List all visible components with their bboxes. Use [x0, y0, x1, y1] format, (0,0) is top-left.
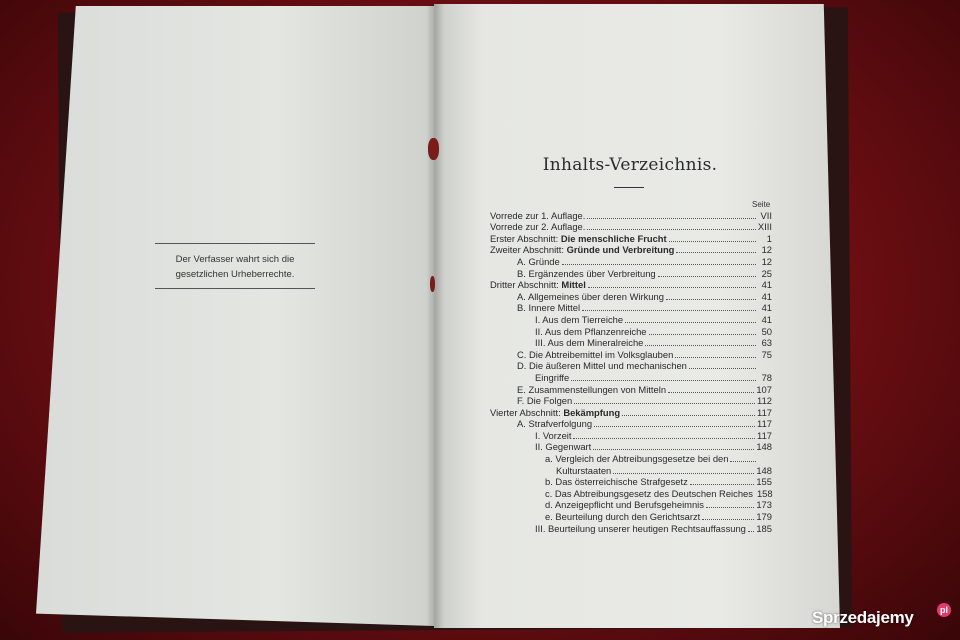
toc-entry — [490, 232, 772, 244]
toc-entry — [490, 337, 772, 349]
toc-leader-dots — [702, 519, 754, 520]
toc-leader-dots — [562, 264, 756, 265]
toc-entry-label: B. Ergänzendes über Verbreitung — [517, 267, 656, 279]
toc-page-number: 12 — [761, 244, 772, 256]
toc-entry-text — [535, 523, 746, 534]
toc-entry-text — [517, 256, 560, 267]
toc-page-number: 155 — [756, 476, 772, 488]
table-of-contents — [490, 209, 772, 534]
toc-entry — [490, 290, 772, 302]
toc-leader-dots — [690, 484, 755, 485]
toc-entry-label: Eingriffe — [535, 371, 570, 383]
toc-entry-text — [490, 221, 585, 232]
toc-entry — [490, 487, 772, 499]
toc-page-number: 148 — [756, 464, 772, 476]
toc-entry-label: F. Die Folgen — [517, 395, 573, 407]
toc-entry-label: d. Anzeigepflicht und Berufsgeheimnis — [545, 499, 704, 511]
toc-entry-text — [556, 465, 611, 476]
toc-leader-dots — [593, 449, 754, 450]
toc-entry-text — [490, 279, 586, 290]
toc-entry-label: II. Gegenwart — [535, 441, 592, 453]
toc-page-number: 41 — [761, 290, 772, 302]
toc-entry — [490, 279, 772, 291]
toc-entry-text — [545, 488, 753, 499]
toc-entry-text — [535, 441, 591, 452]
toc-entry-label: C. Die Abtreibemittel im Volksglauben — [517, 348, 674, 360]
toc-entry — [490, 464, 772, 476]
toc-entry-bold-label: Mittel — [561, 279, 586, 291]
toc-page-number: 1 — [766, 232, 772, 244]
toc-entry-label: b. Das österreichische Strafgesetz — [545, 476, 688, 488]
toc-entry-text — [517, 360, 687, 371]
toc-entry — [490, 325, 772, 337]
toc-leader-dots — [622, 415, 755, 416]
red-stain-mark-small — [430, 276, 435, 292]
toc-leader-dots — [658, 276, 756, 277]
toc-entry-label: I. Aus dem Tierreiche — [535, 313, 624, 325]
toc-entry — [490, 348, 772, 360]
toc-entry-label: III. Beurteilung unserer heutigen Rechtsauffassung — [535, 522, 746, 534]
toc-entry-text — [545, 499, 704, 510]
toc-entry — [490, 499, 772, 511]
toc-page-number: 107 — [756, 383, 772, 395]
toc-page-number: 41 — [761, 313, 772, 325]
toc-page-number: 78 — [761, 371, 772, 383]
toc-entry-text — [535, 372, 569, 383]
toc-leader-dots — [574, 403, 755, 404]
toc-entry-text — [517, 384, 666, 395]
toc-page-number: 173 — [756, 499, 772, 511]
toc-leader-dots — [625, 322, 756, 323]
toc-leader-dots — [582, 310, 756, 311]
toc-page-number: 75 — [761, 348, 772, 360]
toc-entry-label: III. Aus dem Mineralreiche — [535, 337, 644, 349]
toc-entry-text — [517, 268, 656, 279]
toc-page-number: 117 — [757, 406, 772, 418]
toc-entry-text — [517, 349, 673, 360]
copyright-notice — [155, 243, 315, 289]
toc-leader-dots — [668, 392, 754, 393]
toc-leader-dots — [730, 461, 756, 462]
toc-entry-label: Vierter Abschnitt: — [490, 406, 564, 418]
watermark-logo: Sprzedajemy — [812, 608, 914, 627]
toc-entry — [490, 267, 772, 279]
toc-entry — [490, 244, 772, 256]
watermark-badge: pl — [937, 603, 951, 617]
toc-entry-label: Vorrede zur 2. Auflage. — [490, 221, 586, 233]
toc-entry-text — [490, 210, 585, 221]
red-stain-mark — [428, 138, 439, 160]
toc-leader-dots — [689, 368, 756, 369]
toc-leader-dots — [669, 241, 756, 242]
toc-page-number: 63 — [761, 337, 772, 349]
toc-entry-label: Kulturstaaten — [556, 464, 612, 476]
toc-page-number: 117 — [757, 429, 772, 441]
toc-entry-text — [535, 430, 571, 441]
toc-title: Inhalts-Verzeichnis. — [542, 155, 718, 175]
toc-page-number: 148 — [756, 441, 772, 453]
toc-leader-dots — [613, 473, 754, 474]
toc-page-number: 185 — [756, 522, 772, 534]
toc-entry — [490, 221, 772, 233]
toc-entry-label: e. Beurteilung durch den Gerichtsarzt — [545, 511, 701, 523]
toc-entry-label: Zweiter Abschnitt: — [490, 244, 567, 256]
toc-entry-text — [517, 395, 572, 406]
toc-page-number: 179 — [756, 511, 772, 523]
toc-entry-label: Dritter Abschnitt: — [490, 279, 562, 291]
book-spine — [426, 4, 444, 628]
toc-page-number: 158 — [756, 487, 773, 499]
toc-entry — [490, 209, 772, 221]
left-page — [36, 6, 434, 626]
toc-entry — [490, 429, 772, 441]
toc-entry-text — [545, 453, 728, 464]
toc-entry-label: D. Die äußeren Mittel und mechanischen — [517, 360, 687, 372]
toc-entry — [490, 476, 772, 488]
toc-page-number: 117 — [757, 418, 772, 430]
toc-entry-text — [517, 302, 580, 313]
toc-entry — [490, 452, 772, 464]
toc-entry-label: B. Innere Mittel — [517, 302, 581, 314]
toc-entry-label: II. Aus dem Pflanzenreiche — [535, 325, 647, 337]
toc-leader-dots — [587, 229, 756, 230]
toc-leader-dots — [571, 380, 756, 381]
toc-leader-dots — [645, 345, 756, 346]
toc-leader-dots — [706, 507, 754, 508]
toc-entry-text — [535, 326, 647, 337]
toc-entry-label: a. Vergleich der Abtreibungsgesetze bei den — [545, 453, 729, 465]
toc-leader-dots — [748, 531, 754, 532]
toc-entry — [490, 418, 772, 430]
toc-leader-dots — [573, 438, 755, 439]
toc-leader-dots — [675, 357, 756, 358]
toc-page-number: VII — [760, 209, 772, 221]
toc-entry — [490, 302, 772, 314]
seite-label: Seite — [752, 200, 771, 209]
toc-leader-dots — [666, 299, 756, 300]
toc-leader-dots — [649, 334, 756, 335]
toc-entry-text — [535, 337, 643, 348]
toc-page-number: 50 — [761, 325, 772, 337]
toc-leader-dots — [587, 218, 756, 219]
toc-entry — [490, 441, 772, 453]
toc-leader-dots — [676, 252, 756, 253]
toc-entry — [490, 522, 772, 534]
toc-entry-label: c. Das Abtreibungsgesetz des Deutschen Reiches — [545, 487, 753, 499]
toc-leader-dots — [594, 426, 755, 427]
toc-entry-label: A. Allgemeines über deren Wirkung — [517, 290, 664, 302]
toc-entry-text — [517, 291, 664, 302]
title-rule — [614, 187, 644, 188]
toc-entry-label: Erster Abschnitt: — [490, 232, 561, 244]
toc-entry-bold-label: Gründe und Verbreitung — [566, 244, 675, 256]
toc-entry — [490, 510, 772, 522]
toc-entry — [490, 395, 772, 407]
toc-page-number: 41 — [761, 302, 772, 314]
toc-entry-bold-label: Bekämpfung — [563, 406, 621, 418]
copyright-line-2: gesetzlichen Urheberrechte. — [175, 269, 295, 280]
toc-entry-text — [490, 244, 674, 255]
toc-entry-label: Vorrede zur 1. Auflage. — [490, 209, 586, 221]
toc-leader-dots — [588, 287, 756, 288]
toc-page-number: 12 — [761, 255, 772, 267]
toc-entry — [490, 371, 772, 383]
toc-entry-text — [535, 314, 623, 325]
toc-entry — [490, 313, 772, 325]
toc-entry-label: I. Vorzeit — [535, 429, 572, 441]
toc-page-number: 25 — [761, 267, 772, 279]
copyright-line-1: Der Verfasser wahrt sich die — [175, 254, 295, 265]
toc-entry-text — [490, 233, 667, 244]
toc-entry-text — [545, 511, 700, 522]
toc-entry-label: A. Gründe — [517, 255, 560, 267]
toc-page-number: 112 — [757, 395, 772, 407]
toc-entry — [490, 360, 772, 372]
toc-entry — [490, 383, 772, 395]
toc-entry-text — [517, 418, 592, 429]
toc-entry — [490, 255, 772, 267]
toc-entry-text — [545, 476, 688, 487]
toc-page-number: 41 — [761, 279, 772, 291]
toc-page-number: XIII — [757, 221, 772, 233]
toc-entry-label: E. Zusammenstellungen von Mitteln — [517, 383, 667, 395]
toc-entry-label: A. Strafverfolgung — [517, 418, 593, 430]
toc-entry-bold-label: Die menschliche Frucht — [560, 232, 667, 244]
toc-entry — [490, 406, 772, 418]
toc-entry-text — [490, 407, 620, 418]
